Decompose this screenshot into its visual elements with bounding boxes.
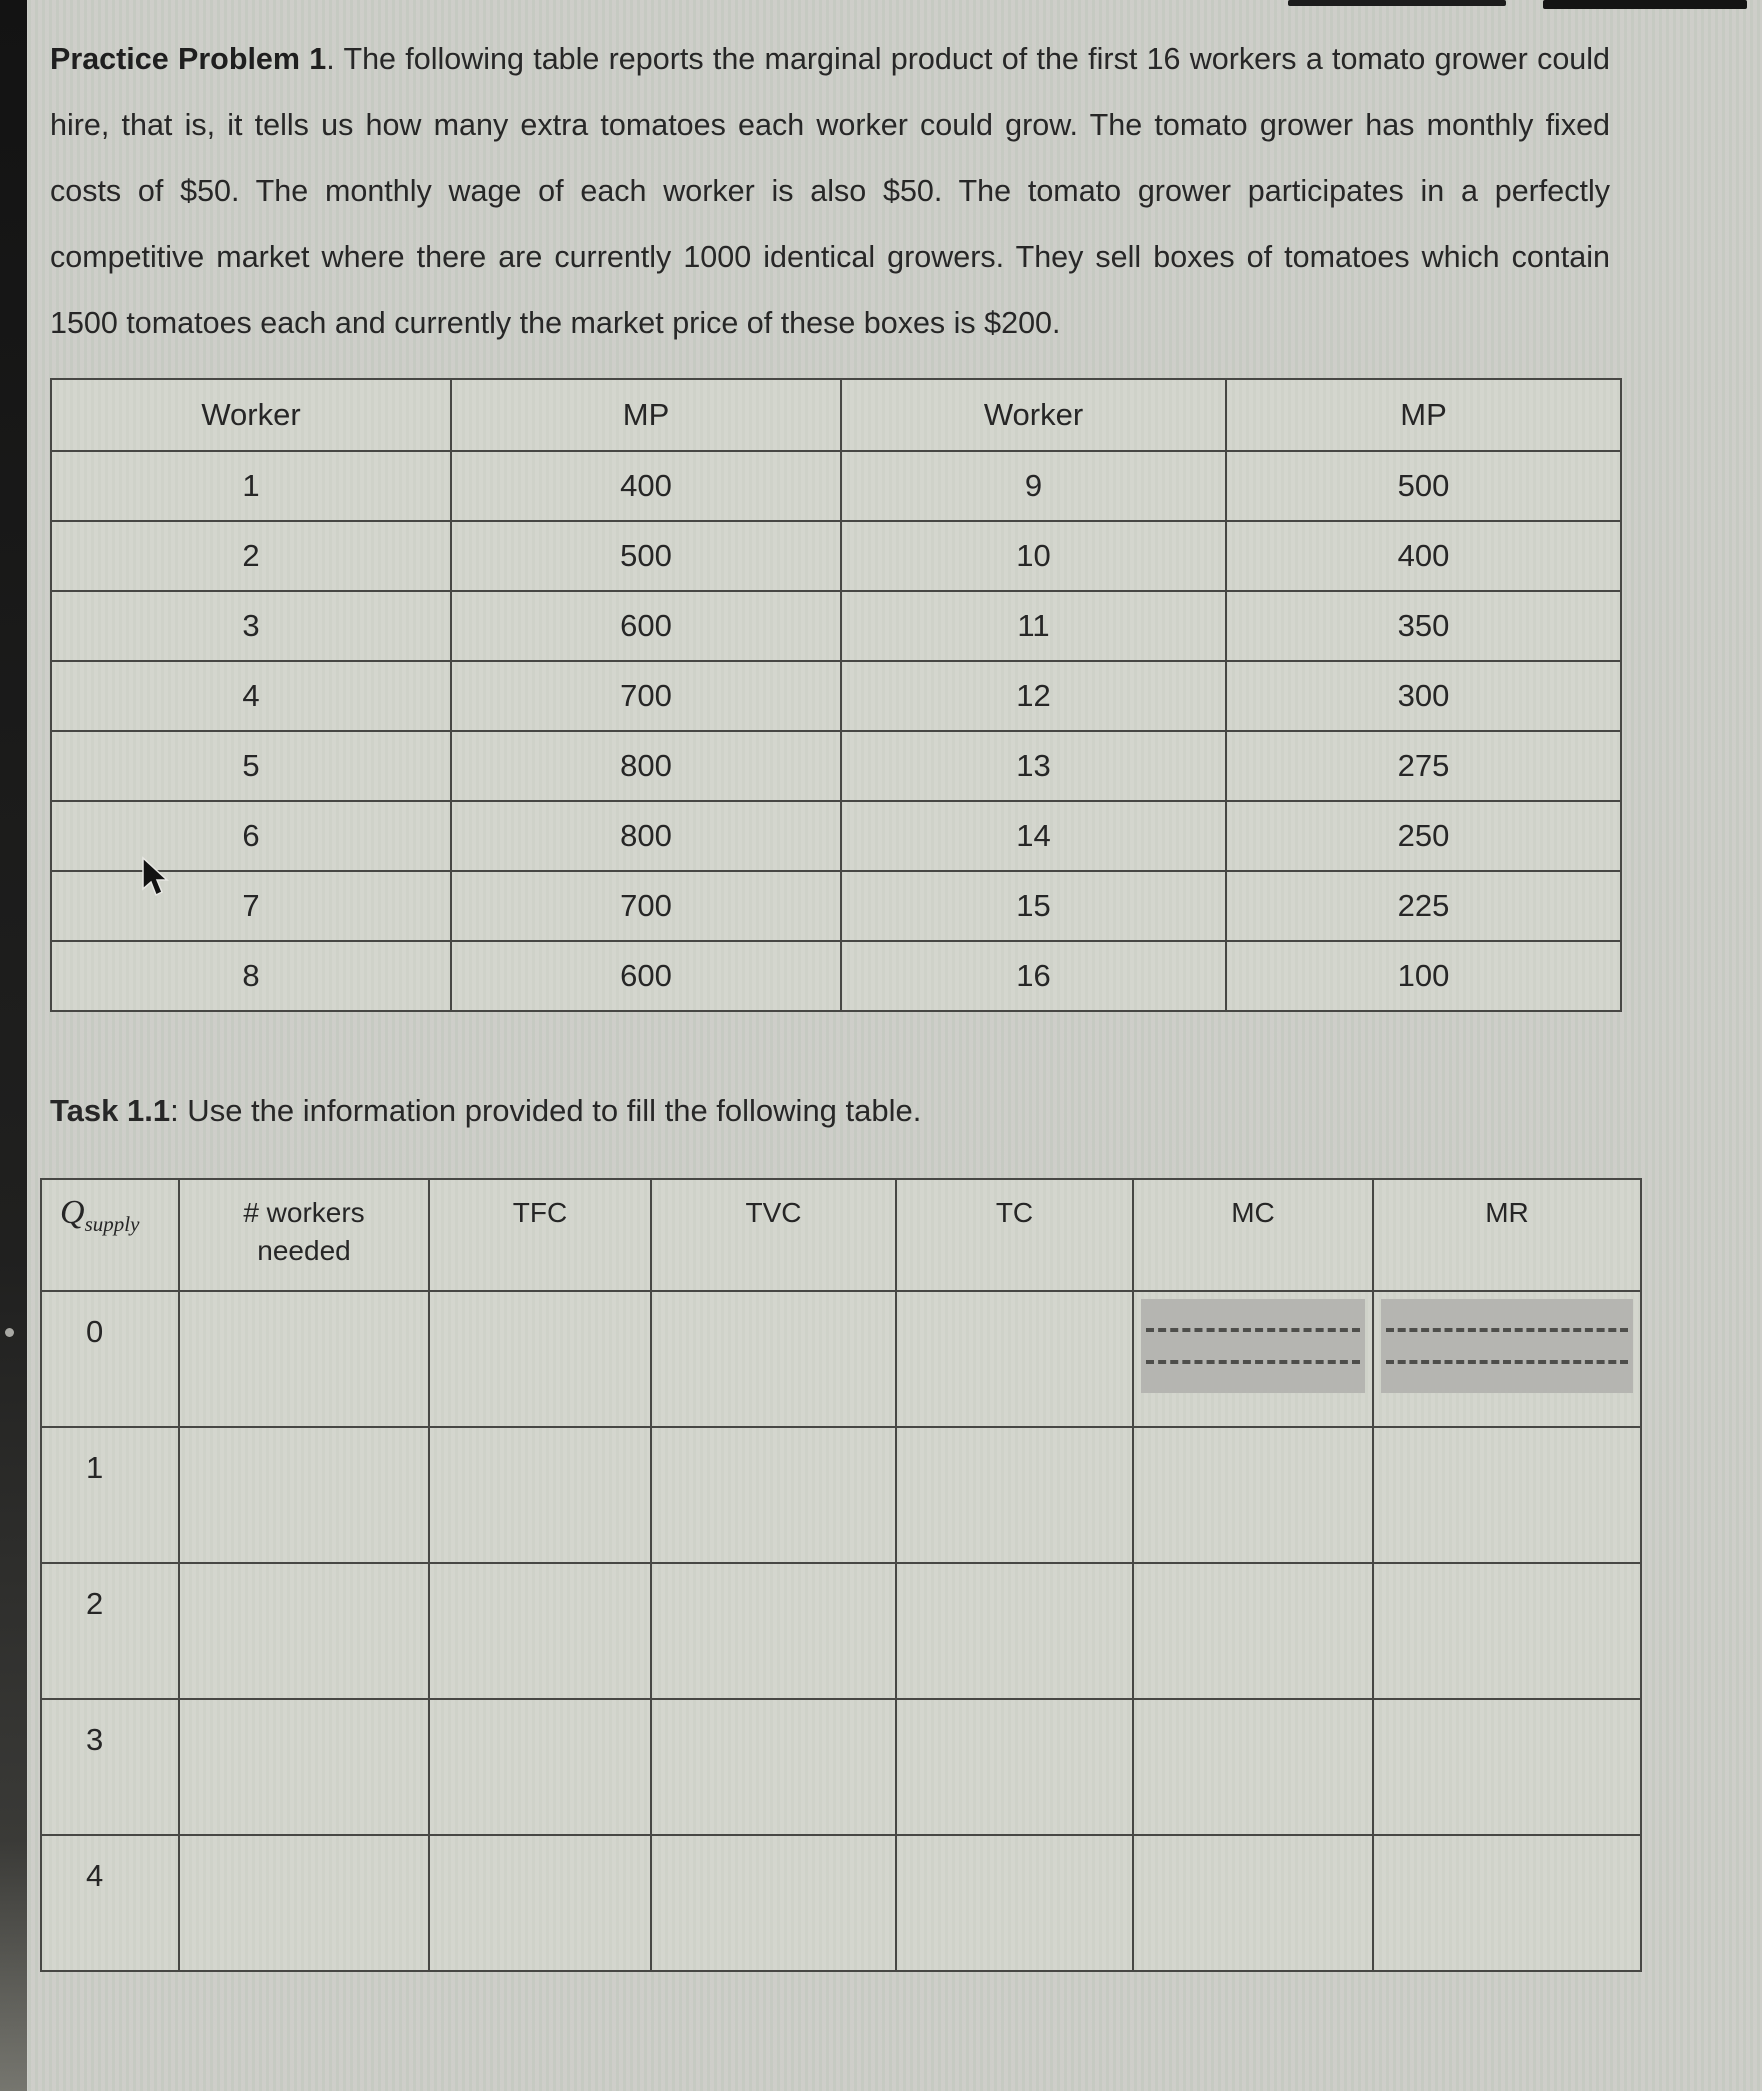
table-row: [51, 801, 1621, 871]
fill-table: [40, 1178, 1642, 1972]
tfc-cell-empty: [429, 1291, 651, 1427]
fill-table-header-row: [41, 1179, 1641, 1291]
mp-cell: 275: [1226, 731, 1621, 801]
mc-cell-empty: [1133, 1563, 1373, 1699]
mp-cell: 600: [451, 941, 841, 1011]
worker-cell: 14: [841, 801, 1226, 871]
mc-cell-empty: [1133, 1699, 1373, 1835]
tc-cell-empty: [896, 1699, 1133, 1835]
tc-cell-empty: [896, 1427, 1133, 1563]
header-q-supply: [41, 1179, 179, 1291]
problem-body: . The following table reports the marginal product of the first 16 workers a tomato grower could hire, that is, it tells us how many extra tomatoes each worker could grow. The tomato grower has monthly fixed costs of $50. The monthly wage of each worker is also $50. The tomato grower participates in a perfectly competitive market where there are currently 1000 identical growers. They sell boxes of tomatoes which contain 1500 tomatoes each and currently the market price of these boxes is $200.: [50, 42, 1610, 340]
table-row: [41, 1427, 1641, 1563]
worker-cell: 7: [51, 871, 451, 941]
table-row: [41, 1835, 1641, 1971]
q-value-cell: 0: [41, 1291, 179, 1427]
tc-cell-empty: [896, 1291, 1133, 1427]
mouse-cursor-icon: [140, 856, 176, 900]
worker-cell: 2: [51, 521, 451, 591]
mr-cell-empty: [1373, 1699, 1641, 1835]
mp-header-mp-1: MP: [451, 379, 841, 451]
table-row: [41, 1699, 1641, 1835]
mp-cell: 400: [1226, 521, 1621, 591]
table-row: [51, 591, 1621, 661]
mr-dashed-placeholder: [1381, 1299, 1633, 1393]
mp-cell: 500: [451, 521, 841, 591]
table-row: [41, 1563, 1641, 1699]
mp-cell: 100: [1226, 941, 1621, 1011]
worker-cell: 5: [51, 731, 451, 801]
header-mr: MR: [1373, 1179, 1641, 1291]
table-row: [41, 1291, 1641, 1427]
worker-cell: 15: [841, 871, 1226, 941]
header-mc: MC: [1133, 1179, 1373, 1291]
q-value-cell: 1: [41, 1427, 179, 1563]
mp-cell: 225: [1226, 871, 1621, 941]
q-value-cell: 4: [41, 1835, 179, 1971]
task-text: : Use the information provided to fill the following table.: [170, 1093, 922, 1128]
screen-top-artifact: [1288, 0, 1506, 6]
mp-header-worker-2: Worker: [841, 379, 1226, 451]
tvc-cell-empty: [651, 1427, 896, 1563]
mp-cell: 250: [1226, 801, 1621, 871]
q-value-cell: 3: [41, 1699, 179, 1835]
dust-artifact: [5, 1328, 14, 1337]
tfc-cell-empty: [429, 1699, 651, 1835]
dash-line: [1146, 1328, 1360, 1332]
workers-needed-cell-empty: [179, 1427, 429, 1563]
tvc-cell-empty: [651, 1835, 896, 1971]
workers-needed-cell-empty: [179, 1563, 429, 1699]
mp-table: [50, 378, 1622, 1012]
table-row: [51, 661, 1621, 731]
problem-statement: [50, 26, 1610, 356]
problem-title: Practice Problem 1: [50, 42, 327, 76]
workers-needed-cell-empty: [179, 1291, 429, 1427]
worker-cell: 8: [51, 941, 451, 1011]
header-tc: TC: [896, 1179, 1133, 1291]
dash-line: [1146, 1360, 1360, 1364]
mp-table-header-row: [51, 379, 1621, 451]
screen-left-edge: [0, 0, 27, 2091]
worker-cell: 10: [841, 521, 1226, 591]
worker-cell: 6: [51, 801, 451, 871]
table-row: [51, 731, 1621, 801]
mc-cell: [1133, 1291, 1373, 1427]
header-tfc: TFC: [429, 1179, 651, 1291]
mp-cell: 600: [451, 591, 841, 661]
worker-cell: 13: [841, 731, 1226, 801]
tvc-cell-empty: [651, 1699, 896, 1835]
table-row: [51, 871, 1621, 941]
tfc-cell-empty: [429, 1563, 651, 1699]
mp-cell: 400: [451, 451, 841, 521]
q-value-cell: 2: [41, 1563, 179, 1699]
worker-cell: 3: [51, 591, 451, 661]
workers-needed-cell-empty: [179, 1835, 429, 1971]
header-tvc: TVC: [651, 1179, 896, 1291]
table-row: [51, 521, 1621, 591]
mp-cell: 300: [1226, 661, 1621, 731]
table-row: [51, 941, 1621, 1011]
mp-cell: 350: [1226, 591, 1621, 661]
mr-cell-empty: [1373, 1835, 1641, 1971]
tvc-cell-empty: [651, 1563, 896, 1699]
worker-cell: 4: [51, 661, 451, 731]
mp-cell: 800: [451, 801, 841, 871]
screen-top-artifact: [1543, 0, 1747, 9]
worker-cell: 16: [841, 941, 1226, 1011]
worker-cell: 12: [841, 661, 1226, 731]
tfc-cell-empty: [429, 1427, 651, 1563]
tfc-cell-empty: [429, 1835, 651, 1971]
worker-cell: 11: [841, 591, 1226, 661]
mr-cell-empty: [1373, 1427, 1641, 1563]
dash-line: [1386, 1328, 1628, 1332]
mp-header-worker-1: Worker: [51, 379, 451, 451]
tc-cell-empty: [896, 1563, 1133, 1699]
worker-cell: 9: [841, 451, 1226, 521]
q-supply-symbol: $Q_{supply}$: [60, 1194, 140, 1236]
worker-cell: 1: [51, 451, 451, 521]
mp-cell: 700: [451, 871, 841, 941]
mr-cell-empty: [1373, 1563, 1641, 1699]
mc-cell-empty: [1133, 1835, 1373, 1971]
dash-line: [1386, 1360, 1628, 1364]
task-label: Task 1.1: [50, 1093, 171, 1128]
mc-cell-empty: [1133, 1427, 1373, 1563]
tvc-cell-empty: [651, 1291, 896, 1427]
mp-cell: 500: [1226, 451, 1621, 521]
mp-cell: 800: [451, 731, 841, 801]
tc-cell-empty: [896, 1835, 1133, 1971]
table-row: [51, 451, 1621, 521]
mr-cell: [1373, 1291, 1641, 1427]
workers-needed-cell-empty: [179, 1699, 429, 1835]
header-workers-needed: # workers needed: [179, 1179, 429, 1291]
mp-header-mp-2: MP: [1226, 379, 1621, 451]
mc-dashed-placeholder: [1141, 1299, 1365, 1393]
mp-cell: 700: [451, 661, 841, 731]
document-page: [50, 26, 1610, 1972]
task-instruction: [50, 1090, 1610, 1132]
